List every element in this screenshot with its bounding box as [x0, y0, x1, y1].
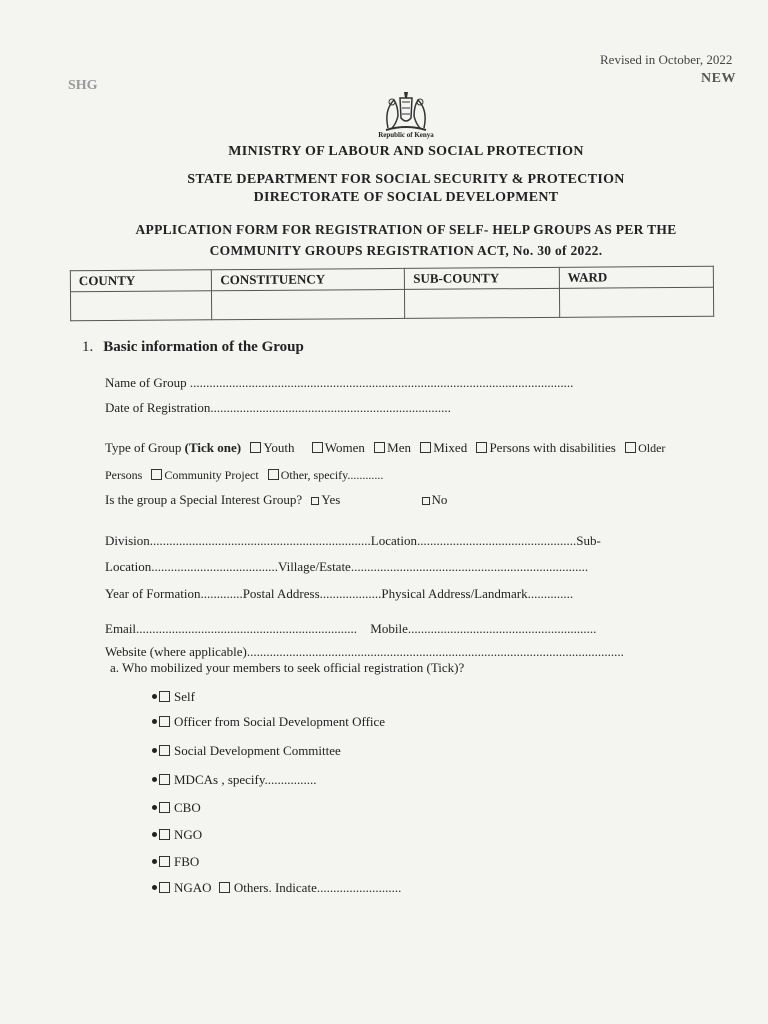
section-1-title: [82, 339, 304, 356]
coat-of-arms-icon: [378, 88, 434, 134]
crest-caption: Republic of Kenya: [378, 131, 434, 139]
email-label: Email: [105, 621, 137, 636]
constituency-header: CONSTITUENCY: [212, 268, 405, 290]
form-title-line-1: APPLICATION FORM FOR REGISTRATION OF SELF- HELP GROUPS AS PER THE: [135, 222, 677, 237]
men-checkbox[interactable]: [374, 442, 385, 453]
youth-label: Youth: [263, 440, 295, 455]
mdcas-checkbox[interactable]: [159, 774, 170, 785]
division-label: Division: [105, 533, 150, 548]
location-label: Location: [370, 533, 418, 548]
pwd-checkbox[interactable]: [476, 442, 487, 453]
mobilizer-officer: Officer from Social Development Office: [152, 714, 385, 730]
section-number: 1.: [82, 339, 94, 355]
revision-note: Revised in October, 2022: [600, 52, 733, 67]
location-table: [70, 266, 714, 321]
yes-checkbox[interactable]: [311, 497, 319, 505]
constituency-cell[interactable]: [212, 289, 405, 319]
mobilizer-ngao: NGAO Others. Indicate..........................: [152, 880, 401, 896]
officer-checkbox[interactable]: [159, 716, 170, 727]
website-label: Website (where applicable): [105, 644, 247, 659]
mixed-label: Mixed: [433, 440, 468, 455]
postal-address-label: Postal Address: [242, 586, 320, 601]
county-cell[interactable]: [70, 291, 212, 321]
pwd-label: Persons with disabilities: [489, 440, 616, 455]
directorate-heading: DIRECTORATE OF SOCIAL DEVELOPMENT: [253, 190, 559, 205]
section-title-text: Basic information of the Group: [103, 339, 304, 355]
mobilizer-cbo: CBO: [152, 800, 201, 816]
mobilizer-self: Self: [152, 689, 195, 705]
new-stamp: NEW: [701, 71, 736, 86]
sub-location-village-row: Location.......................................Village/Estate.........................................................................: [105, 559, 589, 574]
sub-location-label: Location: [105, 559, 152, 574]
older-label: Older: [638, 441, 666, 455]
year-of-formation-label: Year of Formation: [105, 586, 201, 601]
ministry-heading: MINISTRY OF LABOUR AND SOCIAL PROTECTION: [228, 144, 584, 159]
ward-header: WARD: [559, 266, 713, 288]
website-row: Website (where applicable)....................................................................................................................: [105, 644, 624, 659]
mobilizer-fbo: FBO: [152, 854, 199, 870]
ngo-checkbox[interactable]: [159, 829, 170, 840]
sub-county-header: SUB-COUNTY: [405, 267, 559, 289]
men-label: Men: [387, 440, 411, 455]
youth-checkbox[interactable]: [250, 442, 261, 453]
state-department-heading: STATE DEPARTMENT FOR SOCIAL SECURITY & PROTECTION: [187, 172, 625, 187]
division-location-row: Division....................................................................Location.................................................Sub-: [105, 533, 601, 548]
email-mobile-row: Email.................................................................... Mobile..........................................................: [105, 621, 597, 636]
yes-label: Yes: [321, 492, 341, 507]
community-project-checkbox[interactable]: [151, 469, 162, 480]
women-checkbox[interactable]: [312, 442, 323, 453]
form-title-line-2: COMMUNITY GROUPS REGISTRATION ACT, No. 30 of 2022.: [209, 243, 603, 258]
mobilizer-mdcas: MDCAs , specify................: [152, 772, 317, 788]
ward-cell[interactable]: [559, 287, 714, 317]
shg-stamp: SHG: [68, 78, 98, 93]
date-of-registration-label: Date of Registration: [105, 400, 211, 415]
community-project-label: Community Project: [164, 468, 259, 482]
mobile-label: Mobile: [370, 621, 408, 636]
cbo-checkbox[interactable]: [159, 802, 170, 813]
name-of-group-field[interactable]: Name of Group ......................................................................................................................: [105, 375, 574, 390]
fbo-checkbox[interactable]: [159, 856, 170, 867]
other-checkbox[interactable]: [268, 469, 279, 480]
type-of-group-row: [105, 440, 665, 456]
name-of-group-label: Name of Group: [105, 375, 187, 390]
committee-checkbox[interactable]: [159, 745, 170, 756]
self-checkbox[interactable]: [159, 691, 170, 702]
persons-label: Persons: [105, 468, 143, 482]
special-interest-question: Is the group a Special Interest Group?: [105, 492, 303, 507]
women-label: Women: [324, 440, 365, 455]
other-label: Other, specify: [280, 468, 348, 482]
county-header: COUNTY: [70, 270, 212, 292]
village-label: Village/Estate: [277, 559, 351, 574]
no-label: No: [431, 492, 448, 507]
type-of-group-label: Type of Group: [105, 440, 182, 455]
ngao-checkbox[interactable]: [159, 882, 170, 893]
mixed-checkbox[interactable]: [420, 442, 431, 453]
no-checkbox[interactable]: [422, 497, 430, 505]
type-of-group-row-2: Persons Community Project Other, specify............: [105, 468, 384, 482]
mobilizer-committee: Social Development Committee: [152, 743, 341, 759]
sub-county-cell[interactable]: [405, 288, 560, 318]
tick-one-note: (Tick one): [184, 440, 242, 455]
special-interest-row: [105, 492, 447, 508]
physical-address-label: Physical Address/Landmark: [381, 586, 528, 601]
others-checkbox[interactable]: [219, 882, 230, 893]
mobilized-question: a. Who mobilized your members to seek official registration (Tick)?: [110, 660, 465, 675]
mobilizer-ngo: NGO: [152, 827, 202, 843]
older-checkbox[interactable]: [625, 442, 636, 453]
year-postal-physical-row: Year of Formation.............Postal Address...................Physical Address/Landmark..............: [105, 586, 574, 601]
location-table-input-row: [70, 287, 713, 320]
date-of-registration-field[interactable]: Date of Registration..........................................................................: [105, 400, 451, 415]
sub-label: Sub-: [576, 533, 601, 548]
